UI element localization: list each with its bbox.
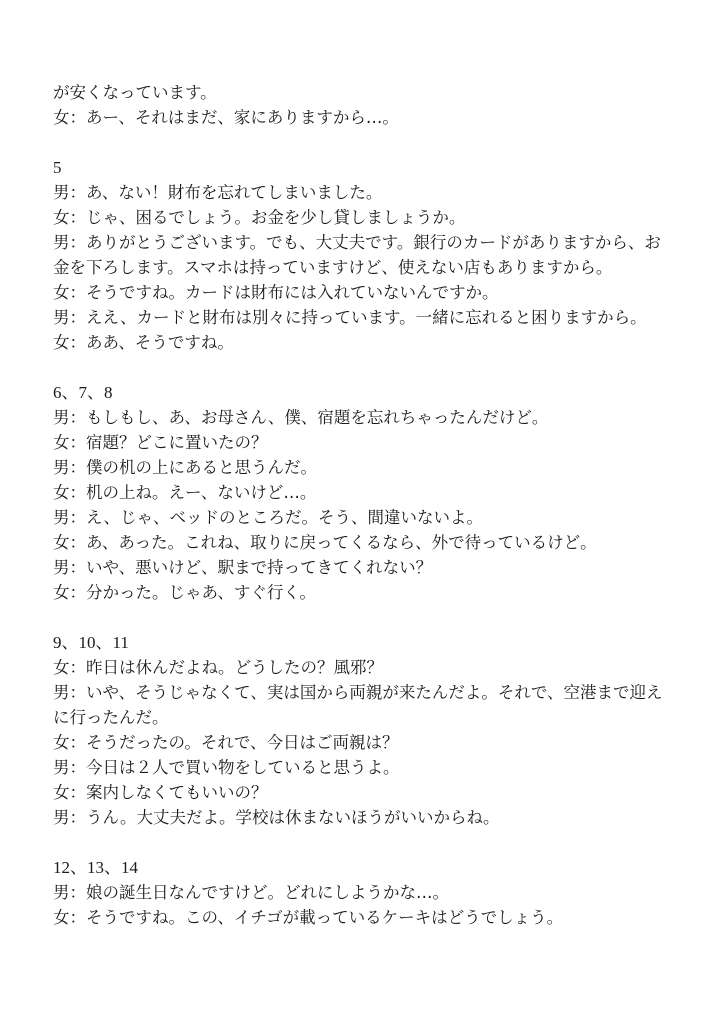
section-12-13-14 [53, 855, 693, 930]
blank-line [53, 355, 693, 380]
dialogue-line: 男：あ、ない！財布を忘れてしまいました。 [53, 183, 383, 202]
intro-block [53, 80, 693, 130]
document-page [53, 80, 693, 930]
dialogue-line: 男：ええ、カードと財布は別々に持っています。一緒に忘れると困りますから。 [53, 308, 647, 327]
dialogue-line: 女：じゃ、困るでしょう。お金を少し貸しましょうか。 [53, 208, 466, 227]
dialogue-line: 女：宿題？どこに置いたの？ [53, 433, 268, 452]
blank-line [53, 605, 693, 630]
section-heading: 12、13、14 [53, 858, 138, 877]
section-6-7-8 [53, 380, 693, 605]
dialogue-line: 男：ありがとうございます。でも、大丈夫です。銀行のカードがありますから、お [53, 233, 661, 252]
section-heading: 9、10、11 [53, 633, 129, 652]
section-9-10-11 [53, 630, 693, 830]
dialogue-line: 女：そうですね。この、イチゴが載っているケーキはどうでしょう。 [53, 908, 564, 927]
dialogue-line: 女：あー、それはまだ、家にありますから…。 [53, 108, 399, 127]
section-5 [53, 155, 693, 355]
dialogue-line: 女：そうですね。カードは財布には入れていないんですか。 [53, 283, 499, 302]
dialogue-line: 男：僕の机の上にあると思うんだ。 [53, 458, 317, 477]
dialogue-line: 男：え、じゃ、ベッドのところだ。そう、間違いないよ。 [53, 508, 483, 527]
dialogue-line: 女：机の上ね。えー、ないけど…。 [53, 483, 317, 502]
dialogue-line: 金を下ろします。スマホは持っていますけど、使えない店もありますから。 [53, 258, 613, 277]
dialogue-line: 男：今日は２人で買い物をしていると思うよ。 [53, 758, 400, 777]
dialogue-line: 男：いや、そうじゃなくて、実は国から両親が来たんだよ。それで、空港まで迎え [53, 683, 663, 702]
dialogue-line: 女：そうだったの。それで、今日はご両親は？ [53, 733, 399, 752]
dialogue-line: 女：分かった。じゃあ、すぐ行く。 [53, 583, 317, 602]
dialogue-line: 男：もしもし、あ、お母さん、僕、宿題を忘れちゃったんだけど。 [53, 408, 549, 427]
dialogue-line: 男：いや、悪いけど、駅まで持ってきてくれない？ [53, 558, 433, 577]
dialogue-line: 女：あ、あった。これね、取りに戻ってくるなら、外で待っているけど。 [53, 533, 597, 552]
dialogue-line: 男：うん。大丈夫だよ。学校は休まないほうがいいからね。 [53, 808, 500, 827]
blank-line [53, 830, 693, 855]
section-heading: 5 [53, 158, 62, 177]
dialogue-line: に行ったんだ。 [53, 708, 169, 727]
dialogue-line: 女：昨日は休んだよね。どうしたの？風邪？ [53, 658, 383, 677]
dialogue-line: 女：ああ、そうですね。 [53, 333, 234, 352]
blank-line [53, 130, 693, 155]
dialogue-line: 男：娘の誕生日なんですけど。どれにしようかな…。 [53, 883, 449, 902]
section-heading: 6、7、8 [53, 383, 113, 402]
dialogue-line: 女：案内しなくてもいいの？ [53, 783, 268, 802]
text-line: が安くなっています。 [53, 83, 217, 102]
